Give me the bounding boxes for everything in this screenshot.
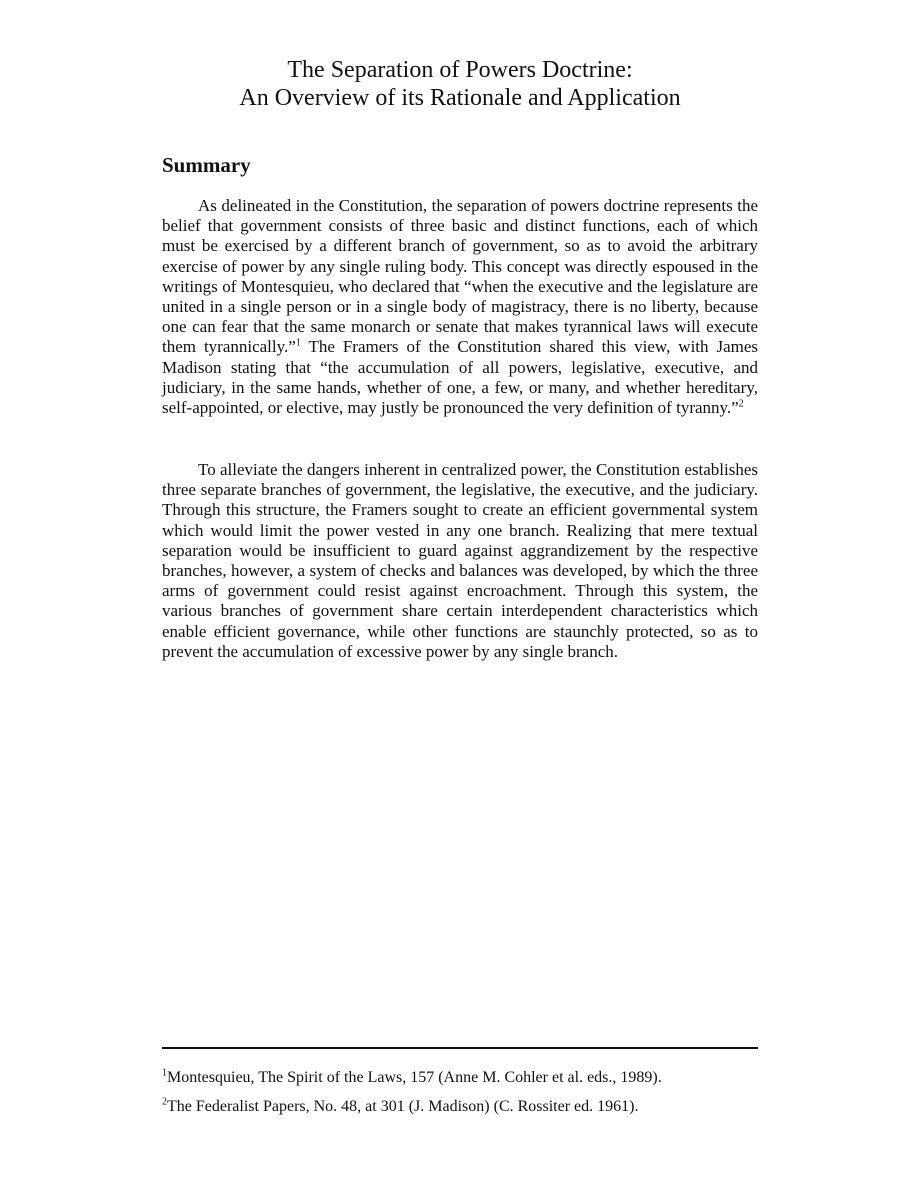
footnote-divider <box>162 1047 758 1049</box>
footnote-1-mark: 1 <box>162 1067 167 1079</box>
footnote-2-text: The Federalist Papers, No. 48, at 301 (J. Madison) (C. Rossiter ed. 1961). <box>167 1098 639 1115</box>
footnote-2-mark: 2 <box>162 1096 167 1108</box>
paragraph-2-text: To alleviate the dangers inherent in centralized power, the Constitution establishes three separate branches of government, the legislative, the executive, and the judiciary. Through this structure, the Framers sought to create an efficient governmental system which would limit the power vested in any one branch. Realizing that mere textual separation would be insufficient to guard against aggrandizement by the respective branches, however, a system of checks and balances was developed, by which the three arms of government could resist against encroachment. Through this system, the various branches of government share certain interdependent characteristics which enable efficient governance, while other functions are staunchly protected, so as to prevent the accumulation of excessive power by any single branch. <box>162 460 758 661</box>
paragraph-1 <box>162 196 758 418</box>
document-title <box>0 56 920 112</box>
footnote-1 <box>162 1068 758 1088</box>
footnote-ref-2[interactable]: 2 <box>738 398 744 410</box>
footnote-1-text: Montesquieu, The Spirit of the Laws, 157 (Anne M. Cohler et al. eds., 1989). <box>167 1069 662 1086</box>
paragraph-2 <box>162 460 758 662</box>
footnote-ref-1[interactable]: 1 <box>295 337 301 349</box>
paragraph-1-text-a: As delineated in the Constitution, the separation of powers doctrine represents the belief that government consists of three basic and distinct functions, each of which must be exercised by a different branch of government, so as to avoid the arbitrary exercise of power by any single ruling body. This concept was directly espoused in the writings of Montesquieu, who declared that “when the executive and the legislature are united in a single person or in a single body of magistracy, there is no liberty, because one can fear that the same monarch or senate that makes tyrannical laws will execute them tyrannically.” <box>162 196 758 357</box>
paragraph-1-text-b: The Framers of the Constitution shared this view, with James Madison stating that “the accumulation of all powers, legislative, executive, and judiciary, in the same hands, whether of one, a few, or many, and whether hereditary, self-appointed, or elective, may justly be pronounced the very definition of tyranny.” <box>162 337 759 418</box>
section-heading-summary: Summary <box>162 153 251 177</box>
title-line-2: An Overview of its Rationale and Application <box>239 85 681 111</box>
footnote-2 <box>162 1097 758 1117</box>
title-line-1: The Separation of Powers Doctrine: <box>287 57 633 83</box>
